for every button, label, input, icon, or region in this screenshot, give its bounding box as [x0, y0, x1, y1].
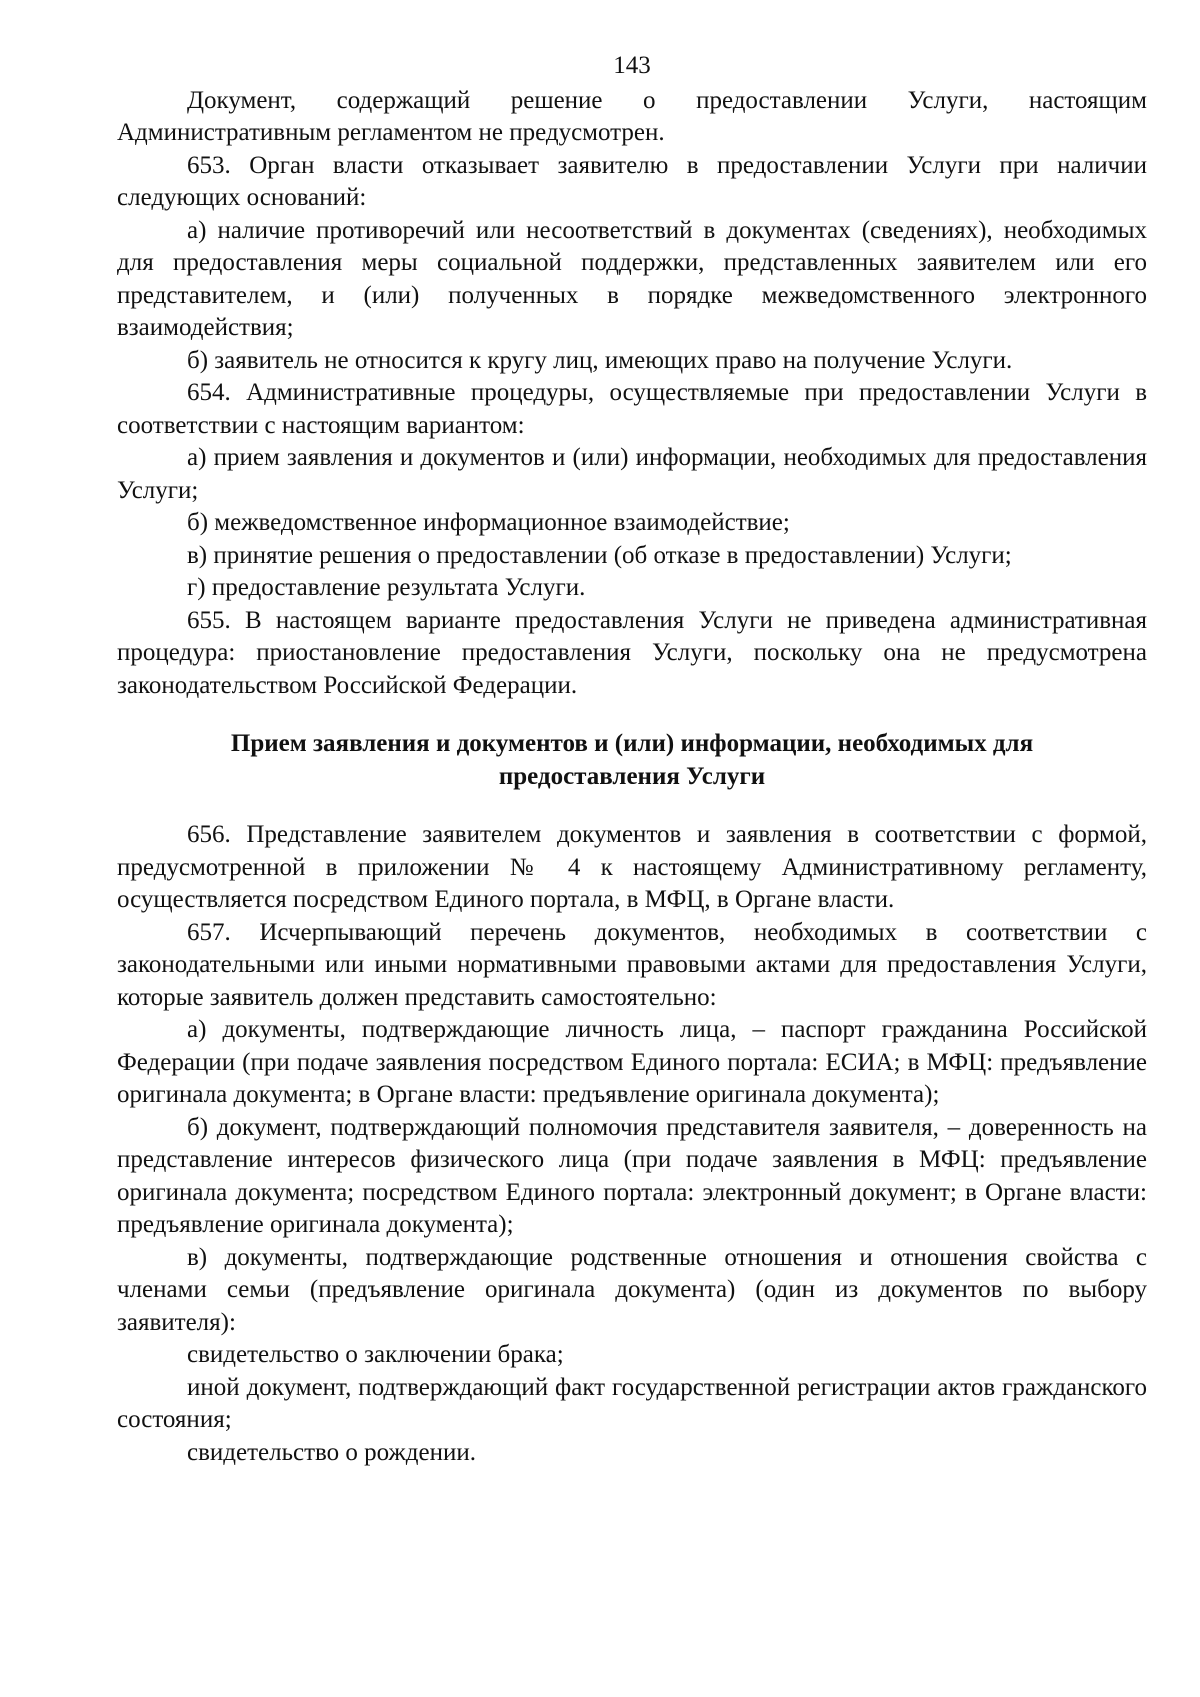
paragraph-653: 653. Орган власти отказывает заявителю в предоставлении Услуги при наличии следующих оснований:: [117, 151, 1147, 211]
paragraph-653-b: б) заявитель не относится к кругу лиц, имеющих право на получение Услуги.: [187, 346, 1013, 374]
document-page: [117, 50, 1147, 1469]
section-heading: Прием заявления и документов и (или) информации, необходимых для предоставления Услуги: [230, 730, 1034, 790]
list-item-marriage-certificate: свидетельство о заключении брака;: [187, 1341, 564, 1368]
paragraph-result-document: Документ, содержащий решение о предоставлении Услуги, настоящим Административным регламентом не предусмотрен.: [117, 86, 1147, 146]
paragraph-654-v: в) принятие решения о предоставлении (об отказе в предоставлении) Услуги;: [187, 541, 1012, 569]
paragraph-657-b: б) документ, подтверждающий полномочия представителя заявителя, – доверенность на представление интересов физического лица (при подаче заявления в МФЦ: предъявление оригинала документа; посредством Единого портала: электронный документ; в Органе власти: предъявление оригинала документа);: [117, 1113, 1147, 1238]
paragraph-655: 655. В настоящем варианте предоставления Услуги не приведена административная процедура: приостановление предоставления Услуги, поскольку она не предусмотрена законодательством Российской Федерации.: [117, 606, 1147, 699]
paragraph-654: 654. Административные процедуры, осуществляемые при предоставлении Услуги в соответствии с настоящим вариантом:: [117, 379, 1147, 439]
list-item-other-document: иной документ, подтверждающий факт государственной регистрации актов гражданского состояния;: [117, 1373, 1147, 1433]
paragraph-657-v: в) документы, подтверждающие родственные отношения и отношения свойства с членами семьи (предъявление оригинала документа) (один из документов по выбору заявителя):: [117, 1243, 1147, 1336]
paragraph-657-a: а) документы, подтверждающие личность лица, – паспорт гражданина Российской Федерации (при подаче заявления посредством Единого портала: ЕСИА; в МФЦ: предъявление оригинала документа; в Органе власти: предъявление оригинала документа);: [117, 1016, 1147, 1108]
page-number: 143: [613, 52, 651, 79]
paragraph-654-g: г) предоставление результата Услуги.: [187, 574, 586, 601]
paragraph-657: 657. Исчерпывающий перечень документов, необходимых в соответствии с законодательными или иными нормативными правовыми актами для предоставления Услуги, которые заявитель должен представить самостоятельно:: [117, 918, 1147, 1011]
paragraph-653-a: а) наличие противоречий или несоответствий в документах (сведениях), необходимых для предоставления меры социальной поддержки, представленных заявителем или его представителем, и (или) полученных в порядке межведомственного электронного взаимодействия;: [117, 216, 1147, 341]
list-item-birth-certificate: свидетельство о рождении.: [187, 1438, 477, 1466]
paragraph-654-b: б) межведомственное информационное взаимодействие;: [187, 509, 790, 536]
paragraph-654-a: а) прием заявления и документов и (или) информации, необходимых для предоставления Услуги;: [117, 444, 1147, 504]
paragraph-656: 656. Представление заявителем документов и заявления в соответствии с формой, предусмотренной в приложении № 4 к настоящему Административному регламенту, осуществляется посредством Единого портала, в МФЦ, в Органе власти.: [117, 821, 1147, 913]
